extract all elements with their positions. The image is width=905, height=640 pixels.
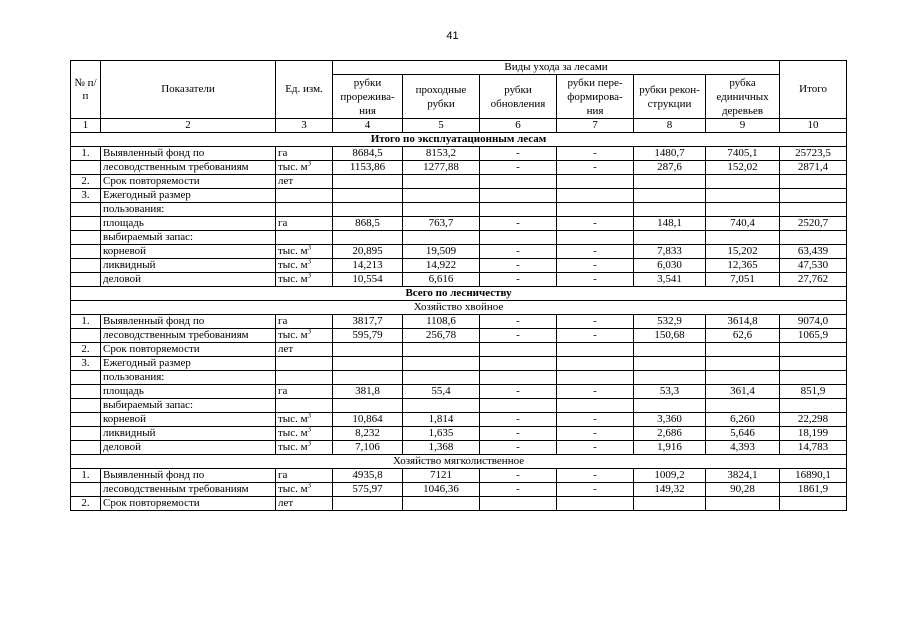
row-value xyxy=(403,189,480,203)
row-value: 256,78 xyxy=(403,329,480,343)
row-indicator: выбираемый запас: xyxy=(101,231,276,245)
row-value: 381,8 xyxy=(333,385,403,399)
row-unit xyxy=(276,357,333,371)
row-value xyxy=(480,357,557,371)
row-number xyxy=(71,329,101,343)
section-subtitle-row xyxy=(71,301,847,315)
row-value: - xyxy=(480,413,557,427)
row-value: 1153,86 xyxy=(333,161,403,175)
row-number xyxy=(71,371,101,385)
row-value xyxy=(333,343,403,357)
row-value xyxy=(557,343,634,357)
row-number xyxy=(71,217,101,231)
row-indicator: Срок повторяемости xyxy=(101,343,276,357)
row-value: - xyxy=(557,147,634,161)
row-indicator: деловой xyxy=(101,273,276,287)
row-value xyxy=(634,203,706,217)
row-number xyxy=(71,259,101,273)
row-value xyxy=(480,203,557,217)
table-row xyxy=(71,497,847,511)
row-value: 8153,2 xyxy=(403,147,480,161)
row-value: 8,232 xyxy=(333,427,403,441)
row-value: - xyxy=(480,217,557,231)
row-value xyxy=(403,497,480,511)
row-unit: тыс. $м^3$ xyxy=(276,441,333,455)
row-value: 15,202 xyxy=(706,245,780,259)
row-value xyxy=(706,175,780,189)
row-value xyxy=(333,371,403,385)
row-unit: га xyxy=(276,217,333,231)
row-indicator: площадь xyxy=(101,217,276,231)
row-value: 10,864 xyxy=(333,413,403,427)
row-value: 47,530 xyxy=(780,259,847,273)
page-number: 41 xyxy=(446,30,459,42)
row-value: 18,199 xyxy=(780,427,847,441)
header-number: 6 xyxy=(480,119,557,133)
row-value xyxy=(780,357,847,371)
header-col-reconstruction: рубки рекон-струкции xyxy=(634,75,706,119)
row-number xyxy=(71,483,101,497)
row-value: 6,260 xyxy=(706,413,780,427)
header-number: 9 xyxy=(706,119,780,133)
row-value: 8684,5 xyxy=(333,147,403,161)
row-unit: тыс. $м^3$ xyxy=(276,329,333,343)
row-value: 287,6 xyxy=(634,161,706,175)
row-unit: га xyxy=(276,315,333,329)
row-number: 1. xyxy=(71,469,101,483)
row-unit: га xyxy=(276,385,333,399)
row-unit: лет xyxy=(276,343,333,357)
row-value: 152,02 xyxy=(706,161,780,175)
row-value: - xyxy=(480,469,557,483)
row-indicator: площадь xyxy=(101,385,276,399)
row-indicator: корневой xyxy=(101,245,276,259)
table-row xyxy=(71,343,847,357)
row-unit: га xyxy=(276,469,333,483)
row-value: 7,051 xyxy=(706,273,780,287)
row-unit xyxy=(276,399,333,413)
table-row xyxy=(71,441,847,455)
table-row xyxy=(71,273,847,287)
row-value: 22,298 xyxy=(780,413,847,427)
row-unit xyxy=(276,203,333,217)
row-value: 3,360 xyxy=(634,413,706,427)
row-value xyxy=(333,231,403,245)
row-indicator: пользования: xyxy=(101,203,276,217)
row-value xyxy=(706,371,780,385)
section-title: Итого по эксплуатационным лесам xyxy=(71,133,847,147)
header-number-row xyxy=(71,119,847,133)
row-value xyxy=(403,357,480,371)
section-subtitle: Хозяйство мягколиственное xyxy=(71,455,847,469)
section-title: Всего по лесничеству xyxy=(71,287,847,301)
table-row xyxy=(71,147,847,161)
row-value xyxy=(634,357,706,371)
table-row xyxy=(71,385,847,399)
row-value xyxy=(333,497,403,511)
row-value: 3824,1 xyxy=(706,469,780,483)
row-value: 763,7 xyxy=(403,217,480,231)
header-number: 7 xyxy=(557,119,634,133)
header-col-reformation: рубки пере-формирова-ния xyxy=(557,75,634,119)
row-value: 55,4 xyxy=(403,385,480,399)
row-number: 2. xyxy=(71,497,101,511)
row-value xyxy=(333,357,403,371)
row-value xyxy=(780,497,847,511)
table-row xyxy=(71,371,847,385)
row-value: - xyxy=(480,259,557,273)
row-value xyxy=(333,399,403,413)
header-number: 2 xyxy=(101,119,276,133)
row-value: 9074,0 xyxy=(780,315,847,329)
row-unit: тыс. $м^3$ xyxy=(276,483,333,497)
table-body xyxy=(71,133,847,511)
row-value xyxy=(634,189,706,203)
row-value xyxy=(333,189,403,203)
header-number: 3 xyxy=(276,119,333,133)
header-indicator: Показатели xyxy=(101,61,276,119)
row-value xyxy=(634,371,706,385)
row-indicator: корневой xyxy=(101,413,276,427)
table-row xyxy=(71,189,847,203)
row-value: 7,106 xyxy=(333,441,403,455)
row-value: 7,833 xyxy=(634,245,706,259)
row-value: 1046,36 xyxy=(403,483,480,497)
table-row xyxy=(71,245,847,259)
row-value: 851,9 xyxy=(780,385,847,399)
row-unit: тыс. $м^3$ xyxy=(276,161,333,175)
row-value: 62,6 xyxy=(706,329,780,343)
header-group: Виды ухода за лесами xyxy=(333,61,780,75)
row-value: 1,368 xyxy=(403,441,480,455)
row-value: 1065,9 xyxy=(780,329,847,343)
row-value xyxy=(480,343,557,357)
table-row xyxy=(71,161,847,175)
row-value: 53,3 xyxy=(634,385,706,399)
table-row xyxy=(71,357,847,371)
header-number: 10 xyxy=(780,119,847,133)
row-value: - xyxy=(557,469,634,483)
row-unit: тыс. $м^3$ xyxy=(276,245,333,259)
table-row xyxy=(71,469,847,483)
row-value xyxy=(480,497,557,511)
row-value xyxy=(403,399,480,413)
table-row xyxy=(71,483,847,497)
row-value: - xyxy=(480,273,557,287)
row-value xyxy=(480,371,557,385)
row-number: 3. xyxy=(71,189,101,203)
section-subtitle-row xyxy=(71,455,847,469)
row-number: 3. xyxy=(71,357,101,371)
row-value xyxy=(706,399,780,413)
row-value: 595,79 xyxy=(333,329,403,343)
row-value: 27,762 xyxy=(780,273,847,287)
row-indicator: ликвидный xyxy=(101,427,276,441)
row-value xyxy=(557,189,634,203)
row-value xyxy=(403,175,480,189)
row-unit xyxy=(276,371,333,385)
row-number xyxy=(71,161,101,175)
row-value: 1,635 xyxy=(403,427,480,441)
row-value: 2520,7 xyxy=(780,217,847,231)
section-subtitle: Хозяйство хвойное xyxy=(71,301,847,315)
row-value xyxy=(780,343,847,357)
header-col-thinning: рубки прорежива-ния xyxy=(333,75,403,119)
row-unit: лет xyxy=(276,175,333,189)
row-indicator: ликвидный xyxy=(101,259,276,273)
table-row xyxy=(71,259,847,273)
row-value: - xyxy=(480,483,557,497)
row-number xyxy=(71,441,101,455)
row-value: 3614,8 xyxy=(706,315,780,329)
row-value: - xyxy=(480,441,557,455)
row-value xyxy=(634,175,706,189)
table-row xyxy=(71,413,847,427)
header-col-single-trees: рубка единичных деревьев xyxy=(706,75,780,119)
row-indicator: Ежегодный размер xyxy=(101,189,276,203)
row-value: - xyxy=(557,315,634,329)
row-value xyxy=(706,497,780,511)
row-value: - xyxy=(557,273,634,287)
row-value: - xyxy=(480,161,557,175)
row-value: - xyxy=(480,245,557,259)
row-number xyxy=(71,203,101,217)
row-value: - xyxy=(557,245,634,259)
row-value: - xyxy=(557,329,634,343)
row-value xyxy=(780,175,847,189)
row-indicator: выбираемый запас: xyxy=(101,399,276,413)
row-value: 14,922 xyxy=(403,259,480,273)
row-value xyxy=(403,343,480,357)
row-number xyxy=(71,273,101,287)
row-value: 90,28 xyxy=(706,483,780,497)
table-row xyxy=(71,203,847,217)
row-indicator: деловой xyxy=(101,441,276,455)
row-value xyxy=(780,203,847,217)
row-unit xyxy=(276,189,333,203)
row-value: 14,213 xyxy=(333,259,403,273)
header-number: 1 xyxy=(71,119,101,133)
header-number: 8 xyxy=(634,119,706,133)
row-unit: тыс. $м^3$ xyxy=(276,259,333,273)
row-number xyxy=(71,385,101,399)
row-indicator: Срок повторяемости xyxy=(101,175,276,189)
row-value: 361,4 xyxy=(706,385,780,399)
header-col-passing: проходные рубки xyxy=(403,75,480,119)
row-value: 5,646 xyxy=(706,427,780,441)
row-indicator: лесоводственным требованиям xyxy=(101,329,276,343)
table-row xyxy=(71,231,847,245)
row-value xyxy=(706,357,780,371)
row-value: 2871,4 xyxy=(780,161,847,175)
row-value: 16890,1 xyxy=(780,469,847,483)
table-row xyxy=(71,175,847,189)
row-value: - xyxy=(480,385,557,399)
row-value: - xyxy=(557,483,634,497)
row-value: 19,509 xyxy=(403,245,480,259)
row-value: 14,783 xyxy=(780,441,847,455)
section-title-row xyxy=(71,133,847,147)
row-value xyxy=(557,203,634,217)
row-value: 1,916 xyxy=(634,441,706,455)
row-value xyxy=(557,399,634,413)
row-value xyxy=(333,203,403,217)
row-value: 3817,7 xyxy=(333,315,403,329)
row-value: 20,895 xyxy=(333,245,403,259)
row-value: 7405,1 xyxy=(706,147,780,161)
row-indicator: Выявленный фонд по xyxy=(101,315,276,329)
row-value xyxy=(780,399,847,413)
row-indicator: Выявленный фонд по xyxy=(101,469,276,483)
row-value: 148,1 xyxy=(634,217,706,231)
row-value: 6,616 xyxy=(403,273,480,287)
row-value xyxy=(634,399,706,413)
row-value: - xyxy=(557,385,634,399)
table-row xyxy=(71,399,847,413)
row-value xyxy=(333,175,403,189)
row-value: 1,814 xyxy=(403,413,480,427)
row-unit xyxy=(276,231,333,245)
table-row xyxy=(71,329,847,343)
row-indicator: лесоводственным требованиям xyxy=(101,161,276,175)
row-indicator: Срок повторяемости xyxy=(101,497,276,511)
row-value xyxy=(634,497,706,511)
row-value: 4935,8 xyxy=(333,469,403,483)
row-value: - xyxy=(480,315,557,329)
row-value xyxy=(557,371,634,385)
row-number xyxy=(71,245,101,259)
row-value xyxy=(780,231,847,245)
table-row xyxy=(71,217,847,231)
row-value: 63,439 xyxy=(780,245,847,259)
row-indicator: Выявленный фонд по xyxy=(101,147,276,161)
row-unit: тыс. $м^3$ xyxy=(276,427,333,441)
row-number xyxy=(71,427,101,441)
row-value: - xyxy=(557,259,634,273)
row-number: 1. xyxy=(71,147,101,161)
row-value xyxy=(480,231,557,245)
row-value: - xyxy=(557,161,634,175)
row-number: 1. xyxy=(71,315,101,329)
row-value xyxy=(706,343,780,357)
table-row xyxy=(71,427,847,441)
row-value xyxy=(403,371,480,385)
row-value: 4,393 xyxy=(706,441,780,455)
row-value: 7121 xyxy=(403,469,480,483)
row-value: 25723,5 xyxy=(780,147,847,161)
header-col-renewal: рубки обновления xyxy=(480,75,557,119)
row-number: 2. xyxy=(71,175,101,189)
row-value xyxy=(780,371,847,385)
row-value xyxy=(780,189,847,203)
row-value: 868,5 xyxy=(333,217,403,231)
row-value xyxy=(480,175,557,189)
row-value: 740,4 xyxy=(706,217,780,231)
row-indicator: пользования: xyxy=(101,371,276,385)
section-title-row xyxy=(71,287,847,301)
row-value: 10,554 xyxy=(333,273,403,287)
row-unit: лет xyxy=(276,497,333,511)
row-value: 1009,2 xyxy=(634,469,706,483)
header-unit: Ед. изм. xyxy=(276,61,333,119)
row-value xyxy=(557,357,634,371)
forest-care-table xyxy=(70,60,847,511)
row-value xyxy=(706,203,780,217)
row-number: 2. xyxy=(71,343,101,357)
header-total: Итого xyxy=(780,61,847,119)
row-value: 1277,88 xyxy=(403,161,480,175)
row-value: - xyxy=(480,147,557,161)
row-value xyxy=(480,189,557,203)
row-value xyxy=(634,343,706,357)
table-row xyxy=(71,315,847,329)
row-value xyxy=(480,399,557,413)
row-number xyxy=(71,399,101,413)
row-unit: га xyxy=(276,147,333,161)
row-value xyxy=(557,497,634,511)
header-number: 5 xyxy=(403,119,480,133)
row-value: 150,68 xyxy=(634,329,706,343)
header-number: 4 xyxy=(333,119,403,133)
row-value: - xyxy=(557,413,634,427)
row-unit: тыс. $м^3$ xyxy=(276,273,333,287)
row-value xyxy=(403,203,480,217)
row-value: 575,97 xyxy=(333,483,403,497)
row-value: 532,9 xyxy=(634,315,706,329)
row-number xyxy=(71,413,101,427)
row-unit: тыс. $м^3$ xyxy=(276,413,333,427)
row-number xyxy=(71,231,101,245)
row-value xyxy=(634,231,706,245)
row-value: 6,030 xyxy=(634,259,706,273)
row-value xyxy=(706,189,780,203)
row-value: - xyxy=(557,217,634,231)
row-value xyxy=(403,231,480,245)
header-no: № п/п xyxy=(71,61,101,119)
row-value: 149,32 xyxy=(634,483,706,497)
row-value xyxy=(706,231,780,245)
row-value: 1108,6 xyxy=(403,315,480,329)
row-value: 1480,7 xyxy=(634,147,706,161)
row-indicator: Ежегодный размер xyxy=(101,357,276,371)
row-indicator: лесоводственным требованиям xyxy=(101,483,276,497)
row-value: - xyxy=(557,427,634,441)
row-value: - xyxy=(480,427,557,441)
row-value: 12,365 xyxy=(706,259,780,273)
row-value: - xyxy=(557,441,634,455)
row-value xyxy=(557,231,634,245)
row-value xyxy=(557,175,634,189)
row-value: 2,686 xyxy=(634,427,706,441)
row-value: - xyxy=(480,329,557,343)
row-value: 3,541 xyxy=(634,273,706,287)
row-value: 1861,9 xyxy=(780,483,847,497)
